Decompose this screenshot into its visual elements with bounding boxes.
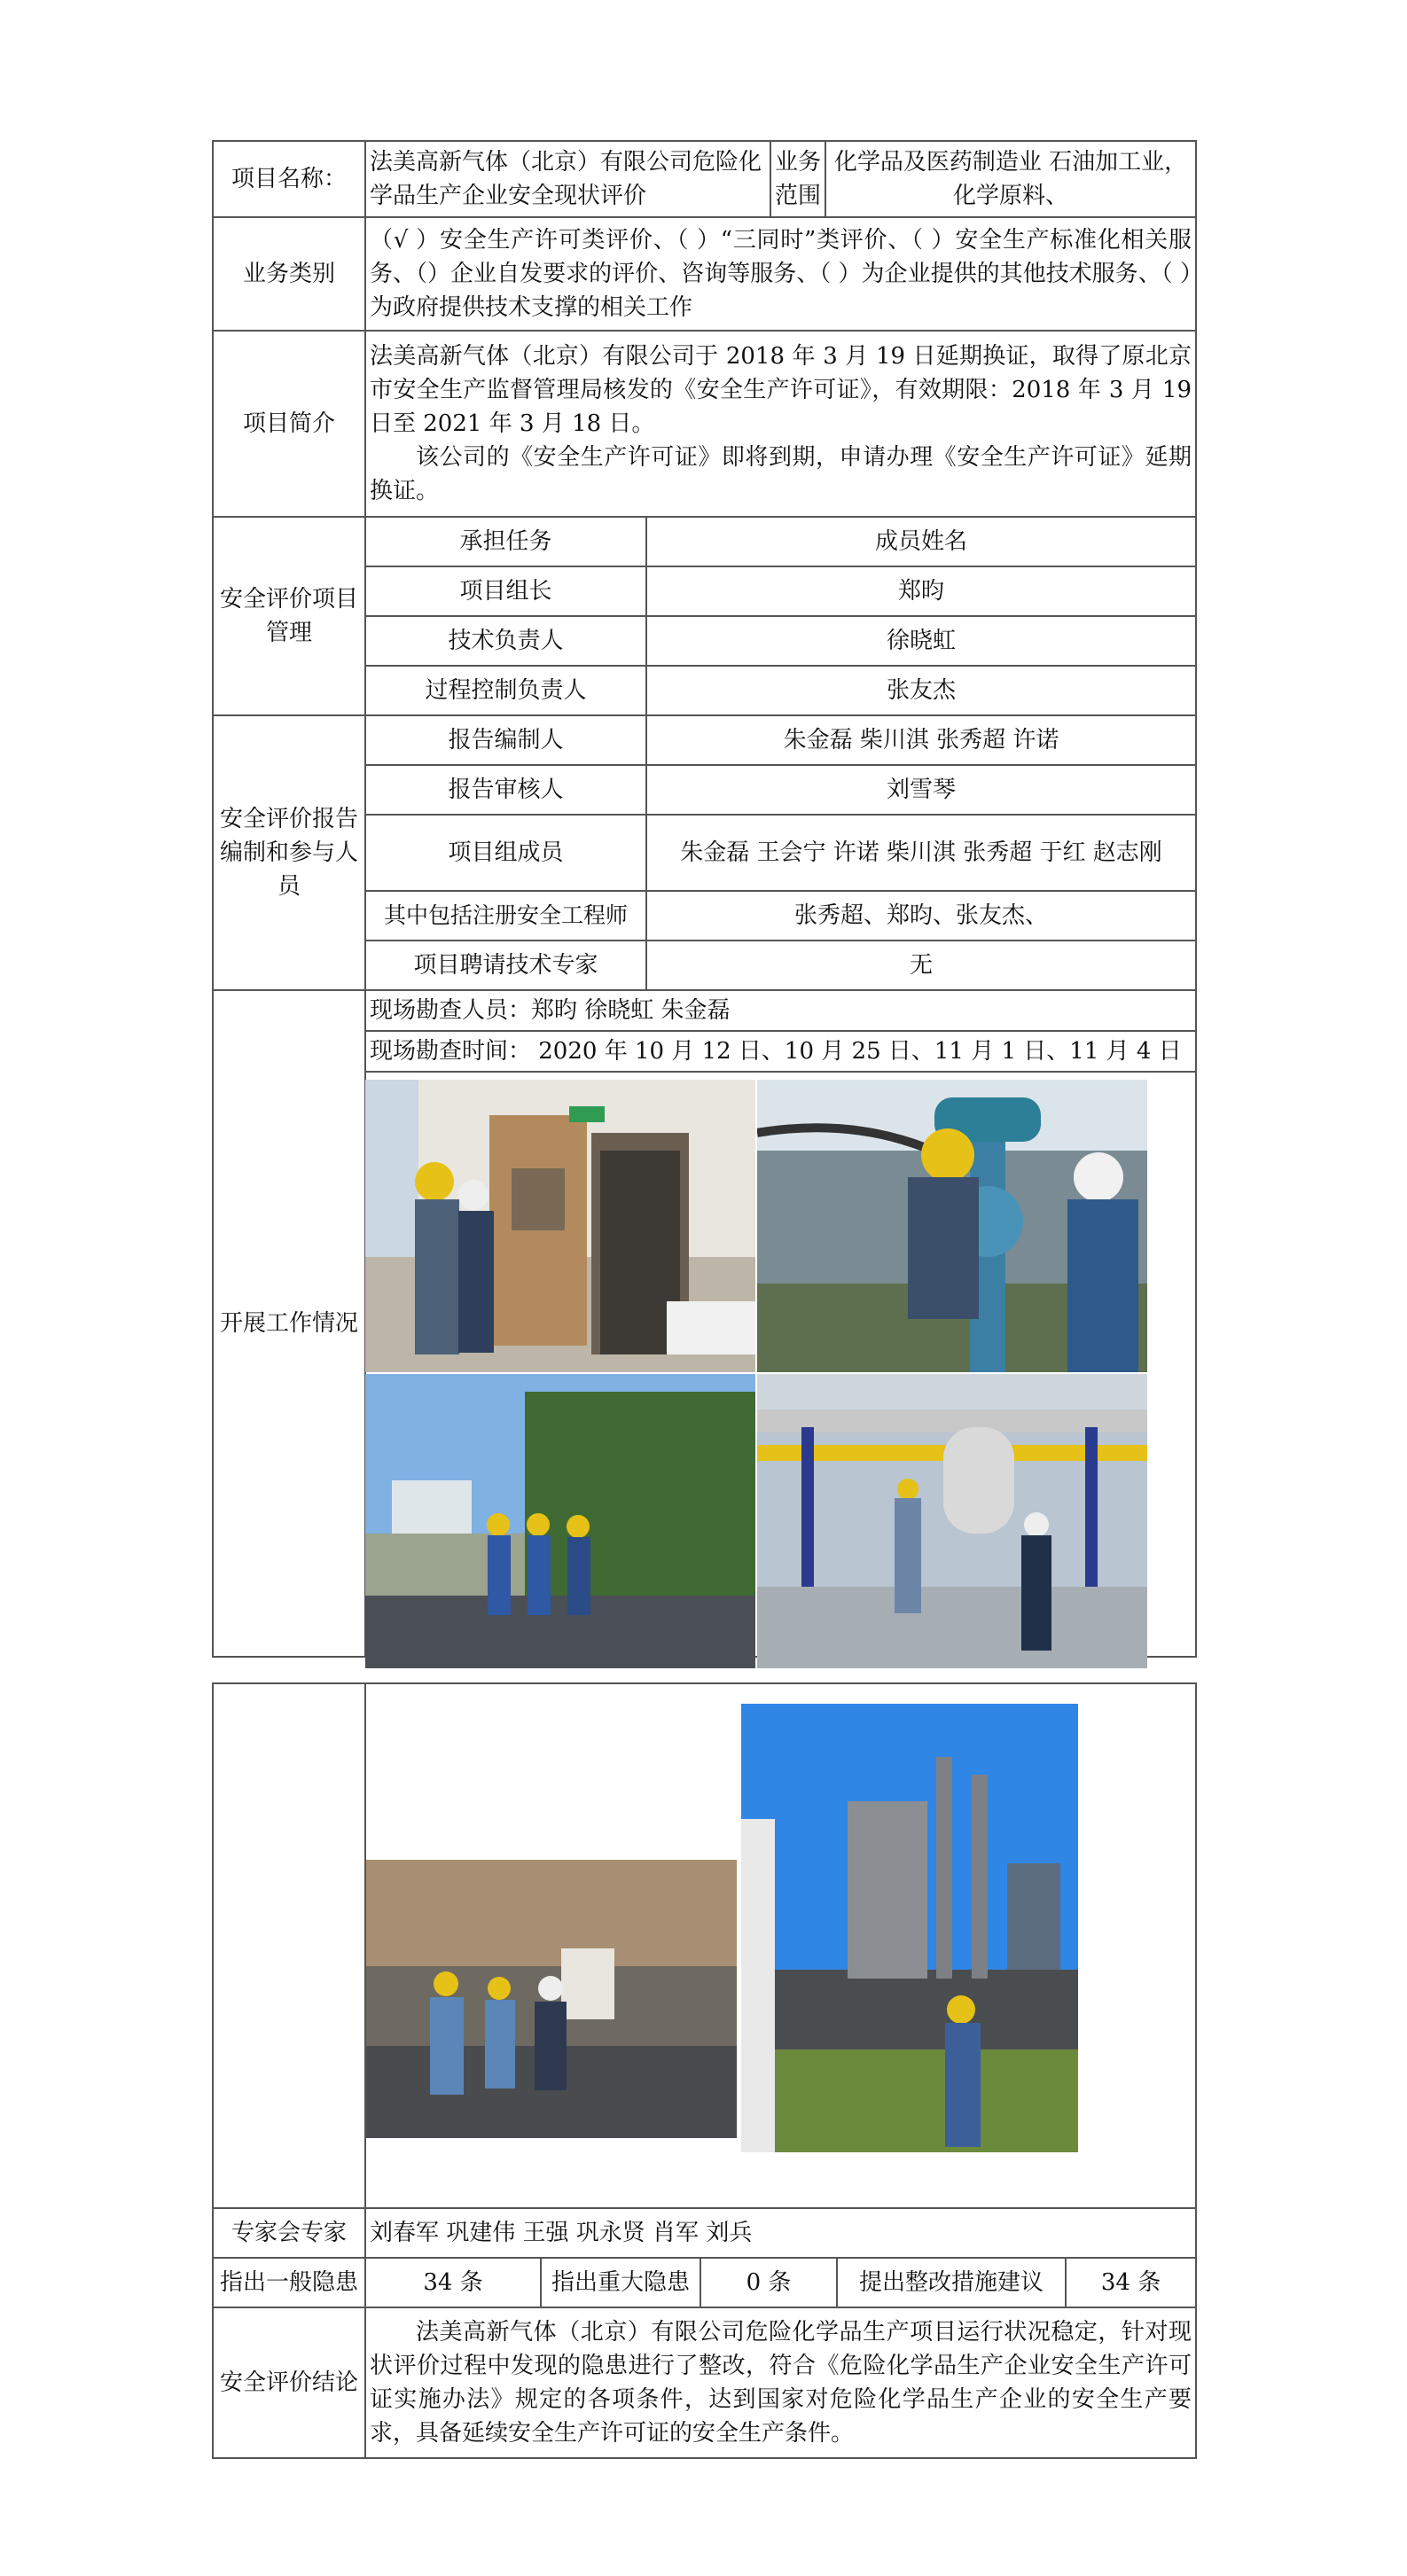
management-name: 张友杰 <box>646 666 1196 715</box>
general-hazards-label: 指出一般隐患 <box>213 2258 365 2307</box>
project-intro-value <box>365 331 1196 517</box>
management-name: 郑昀 <box>646 566 1196 616</box>
major-hazards-label: 指出重大隐患 <box>541 2258 700 2307</box>
business-type-label: 业务类别 <box>213 217 365 331</box>
intro-paragraph-1: 法美高新气体（北京）有限公司于 2018 年 3 月 19 日延期换证，取得了原北京市安全生产监督管理局核发的《安全生产许可证》，有效期限：2018 年 3 月 19 日至 2021 年 3 月 18 日。 <box>370 343 1192 437</box>
report-task: 项目组成员 <box>365 815 646 891</box>
rectification-label: 提出整改措施建议 <box>837 2258 1066 2307</box>
management-head-name: 成员姓名 <box>646 517 1196 566</box>
business-type-value: （√ ）安全生产许可类评价、（ ）“三同时”类评价、（ ）安全生产标准化相关服务、（）企业自发要求的评价、咨询等服务、（ ）为企业提供的其他技术服务、（ ）为政府提供技术支撑的相关工作 <box>365 217 1196 331</box>
survey-time: 现场勘查时间： 2020 年 10 月 12 日、10 月 25 日、11 月 1 日、11 月 4 日 <box>365 1031 1196 1072</box>
general-hazards-value: 34 条 <box>365 2258 541 2307</box>
site-photo-pipes <box>757 1374 1147 1668</box>
management-task: 技术负责人 <box>365 616 646 666</box>
work-label: 开展工作情况 <box>213 990 365 1657</box>
business-scope-label: 业务范围 <box>770 141 825 217</box>
management-head-task: 承担任务 <box>365 517 646 566</box>
report-task: 报告审核人 <box>365 765 646 815</box>
site-photo-entrance <box>366 1860 737 2138</box>
report-name: 朱金磊 柴川淇 张秀超 许诺 <box>646 715 1196 765</box>
report-name: 朱金磊 王会宁 许诺 柴川淇 张秀超 于红 赵志刚 <box>646 815 1196 891</box>
report-name: 无 <box>646 941 1196 990</box>
management-task: 过程控制负责人 <box>365 666 646 715</box>
management-label: 安全评价项目管理 <box>213 517 365 715</box>
experts-label: 专家会专家 <box>213 2208 365 2258</box>
photo-label-cell <box>213 1683 365 2208</box>
conclusion-label: 安全评价结论 <box>213 2307 365 2458</box>
report-task: 项目聘请技术专家 <box>365 941 646 990</box>
report-name: 张秀超、郑昀、张友杰、 <box>646 891 1196 941</box>
intro-paragraph-2: 该公司的《安全生产许可证》即将到期，申请办理《安全生产许可证》延期换证。 <box>370 444 1192 504</box>
site-photo-substation <box>741 1704 1078 2152</box>
management-task: 项目组长 <box>365 566 646 616</box>
survey-people: 现场勘查人员：郑昀 徐晓虹 朱金磊 <box>365 990 1196 1031</box>
report-task: 报告编制人 <box>365 715 646 765</box>
rectification-value: 34 条 <box>1066 2258 1196 2307</box>
site-photo-valve <box>757 1080 1147 1372</box>
conclusion-value: 法美高新气体（北京）有限公司危险化学品生产项目运行状况稳定，针对现状评价过程中发现的隐患进行了整改，符合《危险化学品生产企业安全生产许可证实施办法》规定的各项条件，达到国家对危险化学品生产企业的安全生产要求，具备延续安全生产许可证的安全生产条件。 <box>365 2307 1196 2458</box>
report-task: 其中包括注册安全工程师 <box>365 891 646 941</box>
report-staff-label: 安全评价报告编制和参与人员 <box>213 715 365 990</box>
site-photo-door <box>365 1080 755 1372</box>
site-photo-gate <box>365 1374 755 1668</box>
project-intro-label: 项目简介 <box>213 331 365 517</box>
report-name: 刘雪琴 <box>646 765 1196 815</box>
project-name-value: 法美高新气体（北京）有限公司危险化学品生产企业安全现状评价 <box>365 141 770 217</box>
business-scope-value: 化学品及医药制造业 石油加工业，化学原料、 <box>825 141 1196 217</box>
major-hazards-value: 0 条 <box>700 2258 837 2307</box>
management-name: 徐晓虹 <box>646 616 1196 666</box>
experts-value: 刘春军 巩建伟 王强 巩永贤 肖军 刘兵 <box>365 2208 1196 2258</box>
project-name-label: 项目名称： <box>213 141 365 217</box>
